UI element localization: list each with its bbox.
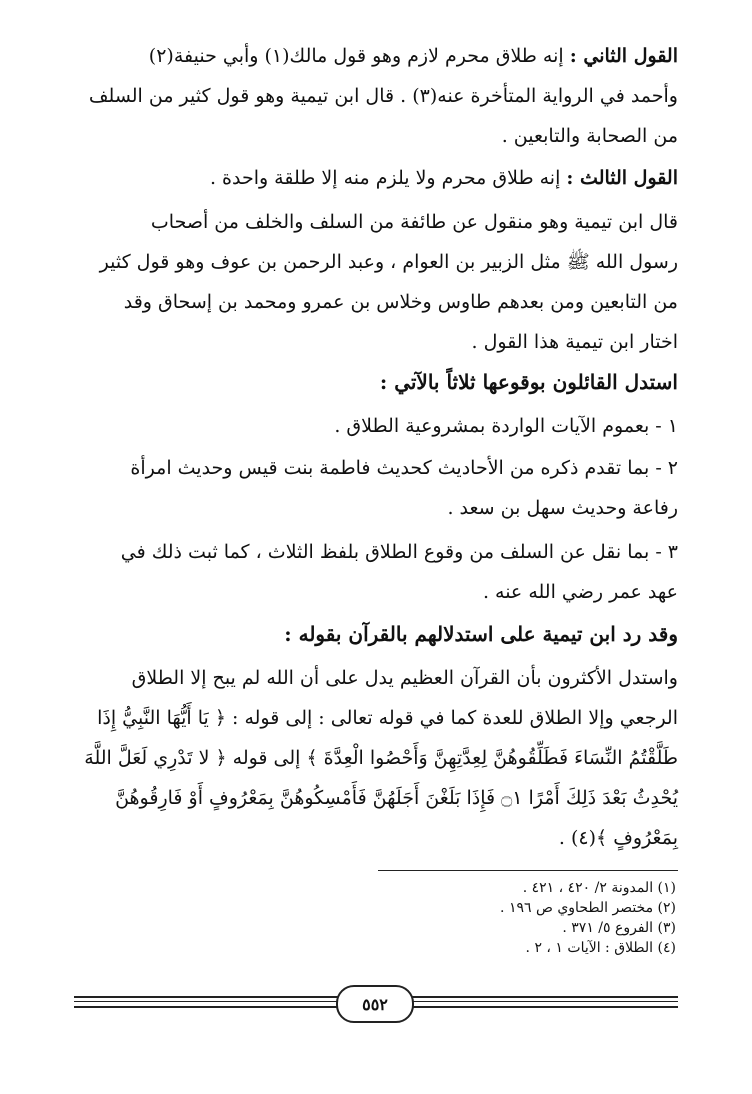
paragraph-third-opinion xyxy=(74,158,678,198)
text-line: القول الثالث : إنه طلاق محرم ولا يلزم منه إلا طلقة واحدة . xyxy=(209,167,678,189)
list-item-3 xyxy=(74,532,678,612)
footnote-3: (٣) الفروع ٥/ ٣٧١ . xyxy=(562,920,676,936)
text-line: الرجعي وإلا الطلاق للعدة كما في قوله تعالى : إلى قوله : ﴿ يَا أَيُّهَا النَّبِيُّ إِذَا xyxy=(97,707,678,729)
page-number-text: ٥٥٢ xyxy=(362,994,388,1014)
paragraph-second-opinion xyxy=(74,36,678,156)
text-line: وأحمد في الرواية المتأخرة عنه(٣) . قال ابن تيمية وهو قول كثير من السلف xyxy=(88,85,678,107)
text-line: رسول الله ﷺ مثل الزبير بن العوام ، وعبد الرحمن بن عوف وهو قول كثير xyxy=(99,251,678,273)
opinion-label: القول الثالث : xyxy=(566,167,678,189)
text-line: ١ - بعموم الآيات الواردة بمشروعية الطلاق . xyxy=(334,415,678,437)
text-line: رفاعة وحديث سهل بن سعد . xyxy=(447,497,678,519)
footnotes xyxy=(76,878,676,958)
list-item-1 xyxy=(74,406,678,446)
text-line: بِمَعْرُوفٍ ﴾(٤) . xyxy=(558,827,678,849)
footnote-4: (٤) الطلاق : الآيات ١ ، ٢ . xyxy=(525,940,676,956)
page-number xyxy=(336,985,414,1023)
paragraph-quran-argument xyxy=(74,658,678,858)
text-line: عهد عمر رضي الله عنه . xyxy=(482,581,678,603)
text-line: اختار ابن تيمية هذا القول . xyxy=(471,331,678,353)
heading-text: استدل القائلون بوقوعها ثلاثاً بالآتي : xyxy=(379,370,678,394)
paragraph-ibn-taymiyyah-quote xyxy=(74,202,678,362)
footnote-2: (٢) مختصر الطحاوي ص ١٩٦ . xyxy=(500,900,676,916)
section-heading-evidence xyxy=(74,362,678,402)
section-heading-rebuttal xyxy=(74,614,678,654)
text-line: من الصحابة والتابعين . xyxy=(501,125,678,147)
text-line: ٣ - بما نقل عن السلف من وقوع الطلاق بلفظ الثلاث ، كما ثبت ذلك في xyxy=(120,541,678,563)
heading-text: وقد رد ابن تيمية على استدلالهم بالقرآن بقوله : xyxy=(284,622,678,646)
text-line: ٢ - بما تقدم ذكره من الأحاديث كحديث فاطمة بنت قيس وحديث امرأة xyxy=(130,457,678,479)
text-line: واستدل الأكثرون بأن القرآن العظيم يدل على أن الله لم يبح إلا الطلاق xyxy=(131,667,678,689)
opinion-label: القول الثاني : xyxy=(569,45,678,67)
text-line: طَلَّقْتُمُ النِّسَاءَ فَطَلِّقُوهُنَّ لِعِدَّتِهِنَّ وَأَحْصُوا الْعِدَّةَ ﴾ إلى قوله ﴿ لا تَدْرِي لَعَلَّ اللَّهَ xyxy=(84,747,678,769)
text-line: من التابعين ومن بعدهم طاوس وخلاس بن عمرو ومحمد بن إسحاق وقد xyxy=(123,291,678,313)
text-line: يُحْدِثُ بَعْدَ ذَلِكَ أَمْرًا ۝١ فَإِذَا بَلَغْنَ أَجَلَهُنَّ فَأَمْسِكُوهُنَّ بِمَعْرُوفٍ أَوْ فَارِقُوهُنَّ xyxy=(115,787,678,809)
text-line: قال ابن تيمية وهو منقول عن طائفة من السلف والخلف من أصحاب xyxy=(150,211,678,233)
text-line: القول الثاني : إنه طلاق محرم لازم وهو قول مالك(١) وأبي حنيفة(٢) xyxy=(148,45,678,67)
footnote-1: (١) المدونة ٢/ ٤٢٠ ، ٤٢١ . xyxy=(522,880,676,896)
list-item-2 xyxy=(74,448,678,528)
footnote-separator xyxy=(378,870,678,871)
